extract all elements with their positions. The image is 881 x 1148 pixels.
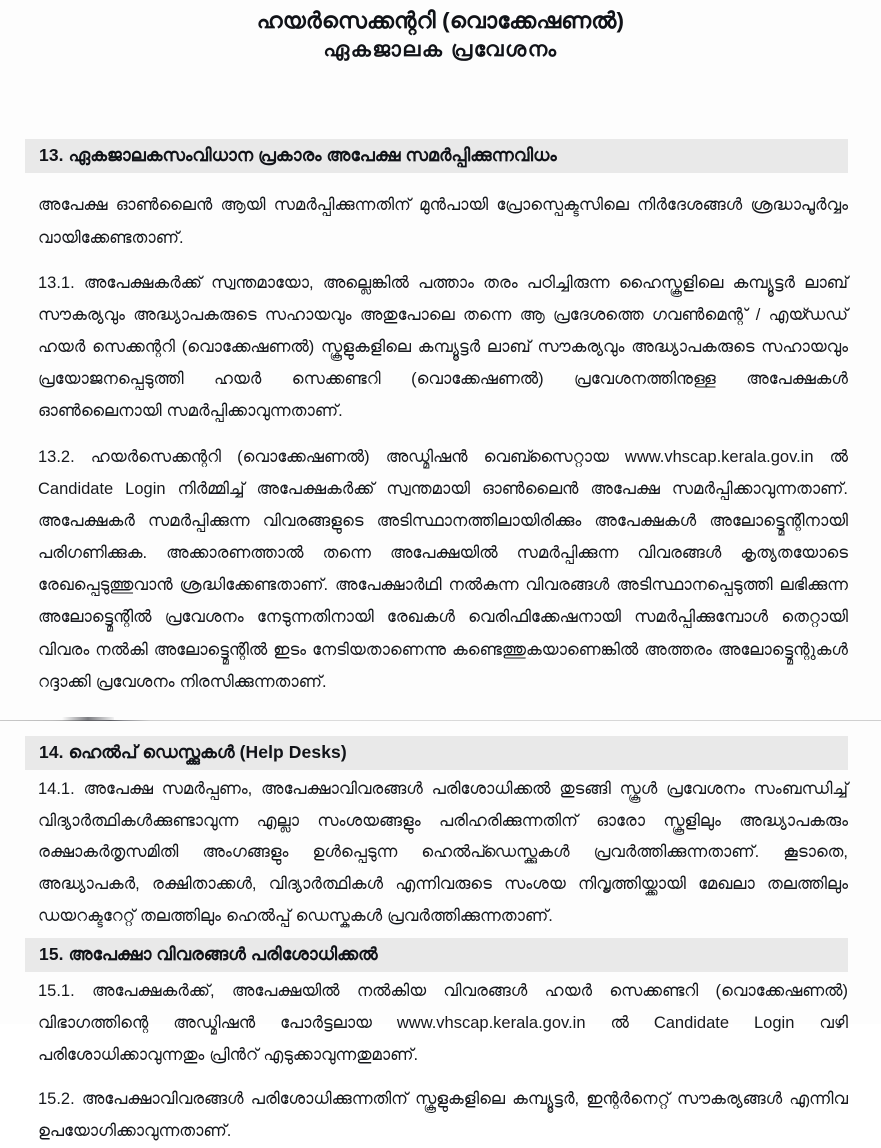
document-title-block [0, 0, 881, 63]
section-heading-15-label: 15. അപേക്ഷാ വിവരങ്ങൾ പരിശോധിക്കൽ [39, 944, 378, 965]
paragraph-15-2: 15.2. അപേക്ഷാവിവരങ്ങൾ പരിശോധിക്കുന്നതിന് സ്കൂളുകളിലെ കമ്പ്യൂട്ടർ, ഇന്റർനെറ്റ് സൗകര്യങ്ങൾ എന്നിവ ഉപയോഗിക്കാവുന്നതാണ്. [38, 1090, 848, 1141]
page-break-separator [0, 714, 881, 727]
separator-smudge [62, 717, 114, 721]
paragraph-13-1: 13.1. അപേക്ഷകർക്ക് സ്വന്തമായോ, അല്ലെങ്കിൽ പത്താം തരം പഠിച്ചിരുന്ന ഹൈസ്കൂളിലെ കമ്പ്യൂട്ടർ ലാബ് സൗകര്യവും അദ്ധ്യാപകരുടെ സഹായവും അതുപോലെ തന്നെ ആ പ്രദേശത്തെ ഗവൺമെന്റ് / എയ്ഡഡ് ഹയർ സെക്കന്ററി (വൊക്കേഷണൽ) സ്കൂളുകളിലെ കമ്പ്യൂട്ടർ ലാബ് സൗകര്യവും അദ്ധ്യാപകരുടെ സഹായവും പ്രയോജനപ്പെടുത്തി ഹയർ സെക്കണ്ടറി (വൊക്കേഷണൽ) പ്രവേശനത്തിനുള്ള അപേക്ഷകൾ ഓൺലൈനായി സമർപ്പിക്കാവുന്നതാണ്. [38, 273, 848, 421]
section-header-13 [25, 139, 848, 173]
title-spacer [0, 63, 881, 139]
spacer [25, 173, 848, 182]
paragraph-15-1: 15.1. അപേക്ഷകർക്ക്, അപേക്ഷയിൽ നൽകിയ വിവരങ്ങൾ ഹയർ സെക്കണ്ടറി (വൊക്കേഷണൽ) വിഭാഗത്തിന്റെ അഡ്മിഷൻ പോർട്ടലായ www.vhscap.kerala.gov.in ൽ Candidate Login വഴി പരിശോധിക്കാവുന്നതും പ്രിൻറ് എടുക്കാവുന്നതുമാണ്. [38, 982, 848, 1064]
paragraph-13-2: 13.2. ഹയർസെക്കന്ററി (വൊക്കേഷണൽ) അഡ്മിഷൻ വെബ്സൈറ്റായ www.vhscap.kerala.gov.in ൽ Candidate Login നിർമ്മിച്ച് അപേക്ഷകർക്ക് സ്വന്തമായി ഓൺലൈൻ അപേക്ഷ സമർപ്പിക്കാവുന്നതാണ്. അപേക്ഷകർ സമർപ്പിക്കുന്ന വിവരങ്ങളുടെ അടിസ്ഥാനത്തിലായിരിക്കും അപേക്ഷകൾ അലോട്ട്മെന്റിനായി പരിഗണിക്കുക. അക്കാരണത്താൽ തന്നെ അപേക്ഷയിൽ സമർപ്പിക്കുന്ന വിവരങ്ങൾ കൃത്യതയോടെ രേഖപ്പെടുത്തുവാൻ ശ്രദ്ധിക്കേണ്ടതാണ്. അപേക്ഷാർഥി നൽകുന്ന വിവരങ്ങൾ അടിസ്ഥാനപ്പെടുത്തി ലഭിക്കുന്ന അലോട്ട്മെന്റിൽ പ്രവേശനം നേടുന്നതിനായി രേഖകൾ വെരിഫിക്കേഷനായി സമർപ്പിക്കുമ്പോൾ തെറ്റായി വിവരം നൽകി അലോട്ട്മെന്റിൽ ഇടം നേടിയതാണെന്നു കണ്ടെത്തുകയാണെങ്കിൽ അത്തരം അലോട്ട്മെന്റുകൾ റദ്ദാക്കി പ്രവേശനം നിരസിക്കുന്നതാണ്. [38, 447, 848, 691]
section-header-15 [25, 938, 848, 972]
section-heading-13-label: 13. ഏകജാലകസംവിധാന പ്രകാരം അപേക്ഷ സമർപ്പിക്കുന്നവിധം [39, 145, 557, 166]
spacer [25, 1071, 848, 1084]
paragraph-14-1: 14.1. അപേക്ഷ സമർപ്പണം, അപേക്ഷാവിവരങ്ങൾ പരിശോധിക്കൽ തുടങ്ങി സ്കൂൾ പ്രവേശനം സംബന്ധിച്ച് വിദ്യാർത്ഥികൾക്കുണ്ടാവുന്ന എല്ലാ സംശയങ്ങളും പരിഹരിക്കുന്നതിന് ഓരോ സ്കൂളിലും അദ്ധ്യാപകരും രക്ഷാകർതൃസമിതി അംഗങ്ങളും ഉൾപ്പെടുന്ന ഹെൽപ്ഡെസ്ക്കുകൾ പ്രവർത്തിക്കുന്നതാണ്. കൂടാതെ, അദ്ധ്യാപകർ, രക്ഷിതാക്കൾ, വിദ്യാർത്ഥികൾ എന്നിവരുടെ സംശയ നിവൃത്തിയ്ക്കായി മേഖലാ തലത്തിലും ഡയറക്ടറേറ്റ് തലത്തിലും ഹെൽപ്പ് ഡെസ്കുകൾ പ്രവർത്തിക്കുന്നതാണ്. [38, 779, 848, 925]
spacer [25, 727, 848, 736]
document-title-line-2: ഏകജാലക പ്രവേശനം [323, 37, 558, 61]
spacer [25, 254, 848, 267]
document-title-line-1: ഹയർസെക്കന്ററി (വൊക്കേഷണൽ) [256, 8, 625, 33]
section-header-14 [25, 736, 848, 770]
section-heading-14-label: 14. ഹെൽപ് ഡെസ്ക്കുകൾ (Help Desks) [39, 741, 347, 762]
spacer [25, 698, 848, 714]
separator-rule [0, 720, 881, 721]
section-13-intro-paragraph: അപേക്ഷ ഓൺലൈൻ ആയി സമർപ്പിക്കുന്നതിന് മുൻപായി പ്രോസ്പെക്ടസിലെ നിർദേശങ്ങൾ ശ്രദ്ധാപൂർവ്വം വായിക്കേണ്ടതാണ്. [38, 196, 848, 247]
document-content [0, 139, 881, 1147]
spacer [25, 428, 848, 441]
